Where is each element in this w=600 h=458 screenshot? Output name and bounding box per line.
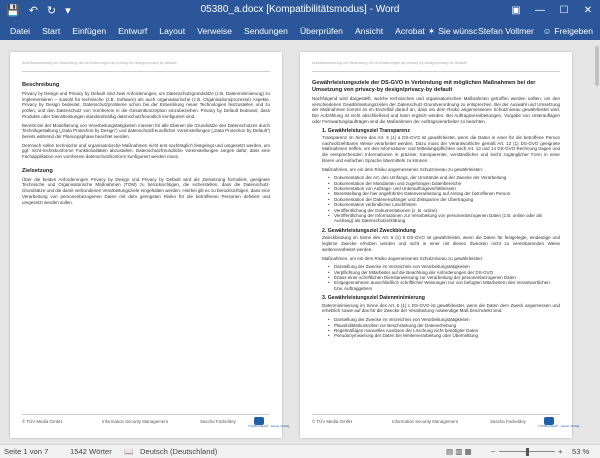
- paragraph: Datenminimierung im Sinne des Art. 5 (1) c DS-GVO ist gewährleistet, wenn die Daten dem Zweck angemessen und erheblich sowie auf das für die Zwecke der Verarbeitung notwendige Maß beschränkt sind.: [322, 302, 560, 314]
- zoom-slider-thumb[interactable]: [526, 448, 529, 456]
- list-item: • Dokumentation von Auftrags- und Unterauftragsverhältnissen: [328, 186, 560, 191]
- list-item: • Veröffentlichung der Dokumentationen (z. B. online): [328, 208, 560, 213]
- list-item: • Darstellung der Zwecke im Verzeichnis von Verarbeitungstätigkeiten: [328, 317, 560, 322]
- page-count[interactable]: Seite 1 von 7: [4, 447, 49, 456]
- section-heading: 2. Gewährleistungsziel Zweckbindung: [322, 227, 416, 234]
- page-body: [22, 82, 270, 208]
- tab-entwurf[interactable]: Entwurf: [118, 26, 148, 36]
- paragraph: Demnach sollen technische und organisatorische Maßnahmen nicht erst nachträglich festgelegt und umgesetzt werden, um ggf. nicht-rechtskonforme Funktionalitäten abzustellen. Datenschutzfreundliche Voreinstellungen sorgen dafür, dass eine Fachapplikation von vornherein datenschutzkonform konfiguriert werden muss.: [22, 142, 270, 160]
- document-area[interactable]: [0, 40, 600, 444]
- undo-icon[interactable]: ↶: [28, 5, 38, 17]
- vertical-scrollbar[interactable]: [594, 40, 600, 444]
- list-item: • Darstellung der Zwecke im Verzeichnis von Verarbeitungstätigkeiten: [328, 264, 560, 269]
- list-item: • Pseudonymisierung der Daten bei Weiterverarbeitung oder Übermittlung: [328, 333, 560, 338]
- section-transparenz: [322, 128, 560, 224]
- section-heading: Beschreibung: [22, 82, 60, 88]
- paragraph: Über die beiden Anforderungen Privacy by Design und Privacy by Default wird als Zielsetzung formuliert, geeignete Technische und Organisatorische Maßnahmen (TOM) zu berücksichtigen, die sicherstellen, dass die Datenschutz-Grundsätze und die damit verbundenen Verarbeitungsziele eingehalten werden. Hierbei gilt es zu berücksichtigen, dass eine Verarbeitung von personenbezogenen Daten mit dem geringsten Risiko für die betroffenen Personen definiert und umgesetzt werden sollen.: [22, 176, 270, 205]
- page-body: [312, 80, 560, 343]
- tab-ueberpruefen[interactable]: Überprüfen: [299, 26, 343, 36]
- paragraph: Maßnahmen, um ein dem Risiko angemessenes Schutzniveau zu gewährleisten:: [322, 166, 484, 172]
- page-header: Arbeitsanweisung zur Beachtung der Anforderungen an privacy by design/privacy by default*: [22, 58, 270, 72]
- minimize-button[interactable]: —: [535, 5, 545, 16]
- close-button[interactable]: ✕: [583, 5, 593, 16]
- zoom-out-button[interactable]: −: [491, 447, 496, 456]
- proofing-icon[interactable]: 📖: [124, 447, 134, 456]
- title-bar: [0, 0, 600, 22]
- bullet-list: [328, 264, 560, 291]
- tab-sendungen[interactable]: Sendungen: [243, 26, 288, 36]
- footer-author: Sascha Fackeldey: [490, 419, 526, 424]
- list-item: • Dokumentation der Art, des Umfangs, der Umstände und der Zwecke der Verarbeitung: [328, 175, 560, 180]
- list-item: • Entgegennehmen ausschließlich schriftlicher Weisungen nur von befugten Mitarbeitern des Verantwortlichen bzw. Auftraggebers: [328, 280, 560, 291]
- bullet-list: [328, 317, 560, 339]
- tab-start[interactable]: Start: [42, 26, 61, 36]
- share-label: Freigeben: [554, 26, 593, 36]
- document-page-2[interactable]: [300, 52, 581, 438]
- list-item: • Erlass einer schriftlichen Dienstanweisung zur Verarbeitung der personenbezogenen Daten: [328, 275, 560, 280]
- ribbon-display-icon[interactable]: ▣: [511, 5, 521, 16]
- list-item: • Plausibilitätskontrollen zur Beschränkung der Datenerhebung: [328, 323, 560, 328]
- page-header: Arbeitsanweisung zur Beachtung der Anforderungen an privacy by design/privacy by default*: [312, 58, 560, 72]
- tab-datei[interactable]: Datei: [10, 26, 31, 36]
- paragraph: Nachfolgend wird dargestellt, welche technischen und organisatorischen Maßnahmen getroffen werden sollten, um den verschiedenen Gewährleistungszielen der Datenschutz-Grundverordnung zu entsprechen. Bei der Auswahl und Umsetzung der Maßnahmen kommt es im Einzelfall darauf an, dass ein dem Risiko angemessenes Schutzniveau gewährleistet wird. Die Aufzählung ist nicht abschließend und kann ergänzt werden. Bei Auftragsverarbeitungen, Vorgabe von Unterauflagen oder Fernwartungsaufträgen sind die Maßnahmen der Auftragsverarbeiter zu beachten.: [312, 96, 560, 124]
- footer-copyright: © TÜV Media GmbH: [312, 419, 353, 424]
- tab-acrobat[interactable]: Acrobat: [395, 26, 425, 36]
- ribbon-tabs: [4, 22, 431, 40]
- word-count[interactable]: 1542 Wörter: [70, 447, 112, 456]
- list-item: • Dokumentation verbindlicher Löschfristen: [328, 202, 560, 207]
- section-heading: Zielsetzung: [22, 167, 53, 174]
- window-title: 05380_a.docx [Kompatibilitätsmodus] - Word: [200, 4, 400, 15]
- user-account[interactable]: Stefan Vollmer: [478, 26, 534, 36]
- maximize-button[interactable]: ☐: [559, 5, 569, 16]
- redo-icon[interactable]: ↻: [46, 5, 57, 17]
- tab-verweise[interactable]: Verweise: [197, 26, 232, 36]
- footer-center: Information Security Management: [392, 419, 458, 424]
- zoom-level[interactable]: 53 %: [572, 447, 590, 456]
- paragraph: Zweckbindung im Sinne des Art. 5 (1) b DS-GVO ist gewährleistet, wenn die Daten für festgelegte, eindeutige und legitime Zwecke erhoben werden und nicht in einer mit diesen Zwecken nicht zu vereinbarenden Weise weiterverarbeitet werden.: [322, 235, 560, 252]
- lightbulb-icon: ✶: [428, 25, 436, 36]
- footer-copyright: © TÜV Media GmbH: [22, 419, 63, 424]
- tell-me-box[interactable]: [428, 22, 477, 40]
- list-item: • Bereitstellung der hier angeführten Datenverarbeitung auf Antrag der betroffenen Person: [328, 191, 560, 196]
- section-zweckbindung: [322, 228, 560, 291]
- status-bar: [0, 444, 600, 458]
- tab-einfuegen[interactable]: Einfügen: [72, 26, 107, 36]
- save-icon[interactable]: 💾: [6, 5, 20, 17]
- tab-ansicht[interactable]: Ansicht: [354, 26, 384, 36]
- tuv-logo-icon: TÜVRheinland® · Genau. Richtig.: [538, 417, 560, 430]
- paragraph: Privacy by Design und Privacy by Default sind zwei Anforderungen, um Datenschutzgrundsätze (z.B. Datenminimierung) zu implementieren – sowohl für technische (z.B. Software) als auch organisatorische (z.B. Organisationsprozesse) Aspekte. Privacy by Design bedeutet, Datenschutzprobleme schon bei der Entwicklung neuer Technologien festzustellen und zu prüfen, und den Datenschutz von Vornherein in die Gesamtkonzeption einzubeziehen. Privacy by Default bedeutet, dass Produkte oder Dienstleistungen standardmäßig datenschutzfreundlich konfiguriert sind.: [22, 91, 270, 119]
- bullet-list: [328, 175, 560, 224]
- scrollbar-thumb[interactable]: [595, 46, 599, 86]
- share-icon: ☺: [542, 26, 552, 36]
- footer-center: Information Security Management: [102, 419, 168, 424]
- zoom-in-button[interactable]: +: [558, 447, 563, 456]
- section-datenminimierung: [322, 295, 560, 339]
- list-item: • Regelmäßiges manuelles Auslösen der Löschung nicht benötigter Daten: [328, 328, 560, 333]
- tell-me-label: Sie wünsc: [438, 26, 478, 36]
- view-mode-icons[interactable]: ▤ ▥ ▦: [446, 447, 472, 456]
- page-footer: [312, 414, 581, 432]
- window-controls: [504, 0, 600, 22]
- tab-layout[interactable]: Layout: [159, 26, 186, 36]
- page-footer: [22, 414, 291, 432]
- list-item: • Dokumentation der Mandanten und zugehörigen Datenbereiche: [328, 181, 560, 186]
- page-title: Gewährleistungsziele der DS-GVO in Verbindung mit möglichen Maßnahmen bei der Umsetzung von privacy-by design/privacy-by default: [312, 80, 536, 93]
- zoom-slider[interactable]: [499, 449, 555, 455]
- footer-author: Sascha Fackeldey: [200, 419, 236, 424]
- list-item: • Veröffentlichung der Informationen zur Verarbeitung von personenbezogenen Daten (z.B. online oder als Aushang) als Datenschutzerklärung: [328, 213, 560, 224]
- paragraph: Maßnahmen, um ein dem Risiko angemessenes Schutzniveau zu gewährleisten:: [322, 255, 484, 261]
- paragraph: Bereits bei der Modellierung von Verarbeitungstätigkeiten müssen für alle Ebenen die Grundsätze des Datenschutzes durch Technikgestaltung („Data Protection by Design“) und datenschutzfreundlicher Voreinstellungen („Data Protection by Default“) bereits während der Planungsphase beachtet werden.: [22, 122, 270, 139]
- list-item: • Dokumentation der Datenempfänger und Zeitspanne der Übertragung: [328, 197, 560, 202]
- section-heading: 3. Gewährleistungsziel Datenminimierung: [322, 295, 425, 302]
- customize-qat-icon[interactable]: ▾: [65, 5, 71, 17]
- language-indicator[interactable]: Deutsch (Deutschland): [140, 447, 218, 456]
- ribbon-tab-bar: [0, 22, 600, 40]
- document-page-1[interactable]: [10, 52, 291, 438]
- paragraph: Transparenz im Sinne des Art. 5 (1) a DS-GVO ist gewährleistet, wenn die Daten in einer für die betroffene Person nachvollziehbaren Weise verarbeitet werden. Dazu muss der Verantwortliche gemäß Art. 12 (1) DS-GVO geeignete Maßnahmen treffen, um den Informations- und Mitteilungspflichten nach Art. 13 und 14 DS-GVO Rechnung tragen und die entsprechenden Informationen in präziser, transparenter, verständlicher und leicht zugänglicher Form in einer klaren und einfachen Sprache übermitteln zu können.: [322, 135, 560, 163]
- list-item: • Verpflichtung der Mitarbeiter auf die Beachtung der Anforderungen der DS-GVO: [328, 270, 560, 275]
- section-heading: 1. Gewährleistungsziel Transparenz: [322, 127, 410, 134]
- tuv-logo-icon: TÜVRheinland® · Genau. Richtig.: [248, 417, 270, 430]
- share-button[interactable]: [540, 23, 596, 39]
